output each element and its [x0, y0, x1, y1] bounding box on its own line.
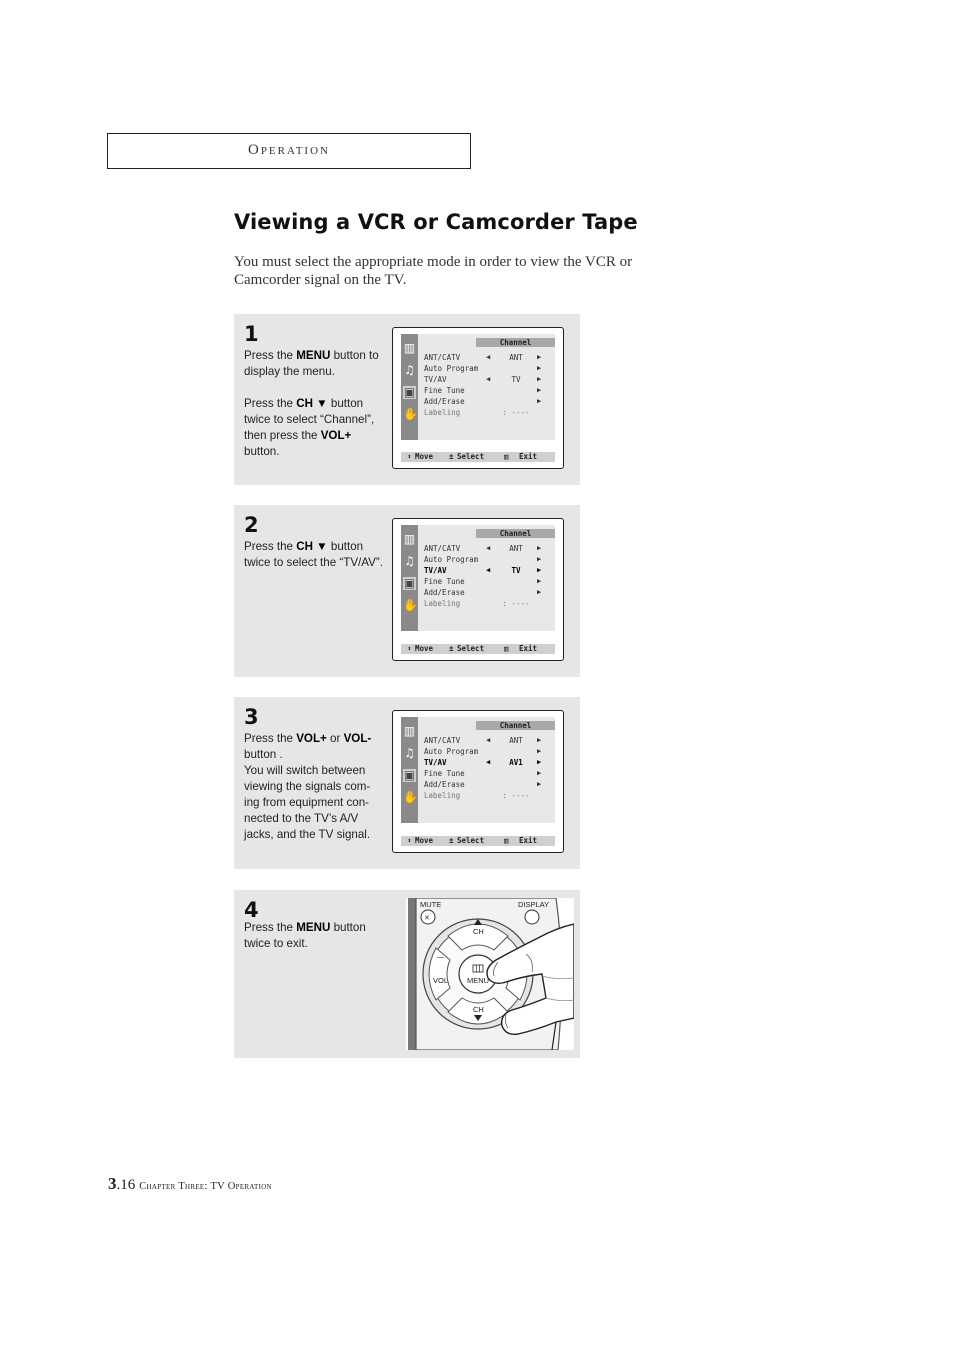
exit-icon: ▥	[504, 644, 509, 653]
ch-down-label: CH	[473, 1005, 484, 1014]
menu-footer	[401, 644, 555, 654]
step-number: 2	[244, 513, 259, 537]
right-arrow-icon: ▶	[537, 364, 542, 372]
left-arrow-icon: ◀	[486, 353, 491, 361]
menu-row-label: ANT/CATV	[424, 544, 461, 553]
right-arrow-icon: ▶	[537, 555, 542, 563]
menu-row-value: ANT	[509, 353, 523, 362]
vol-label: VOL	[433, 976, 449, 985]
menu-icon-bar	[401, 334, 418, 440]
move-label: Move	[415, 644, 434, 653]
menu-row-label: Auto Program	[424, 364, 479, 373]
menu-title: Channel	[476, 529, 555, 538]
exit-icon: ▥	[504, 836, 509, 845]
display-label: DISPLAY	[518, 900, 550, 909]
menu-row	[424, 587, 552, 598]
remote-body-edge	[408, 898, 416, 1050]
menu-row-label: Labeling	[424, 408, 461, 417]
right-arrow-icon: ▶	[537, 544, 542, 552]
channel-icon: ▣	[403, 385, 416, 399]
menu-row	[424, 396, 552, 407]
menu-row-value: : ----	[502, 791, 530, 800]
sound-icon: ♫	[404, 746, 415, 760]
menu-row-label: Add/Erase	[424, 397, 465, 406]
menu-panel	[401, 525, 555, 631]
step-number: 4	[244, 898, 259, 922]
step-4-text: Press the MENU button twice to exit.	[244, 921, 366, 950]
menu-row	[424, 598, 552, 609]
left-arrow-icon: ◀	[486, 566, 491, 574]
menu-row	[424, 757, 552, 768]
menu-row	[424, 352, 552, 363]
move-label: Move	[415, 452, 434, 461]
menu-title: Channel	[476, 338, 555, 347]
menu-row-label: ANT/CATV	[424, 353, 461, 362]
right-arrow-icon: ▶	[537, 577, 542, 585]
step-3-panel	[234, 697, 580, 869]
display-button[interactable]	[525, 910, 539, 924]
right-arrow-icon: ▶	[537, 386, 542, 394]
menu-row	[424, 790, 552, 801]
setup-icon: ✋	[403, 790, 418, 804]
step-1-panel	[234, 314, 580, 485]
intro-paragraph: You must select the appropriate mode in order to view the VCR or Camcorder signal on the TV.	[234, 254, 633, 288]
menu-row-label: TV/AV	[424, 566, 447, 575]
vol-minus-label: —	[437, 954, 444, 961]
menu-row	[424, 374, 552, 385]
page-number: .16	[116, 1177, 136, 1193]
page-title: Viewing a VCR or Camcorder Tape	[234, 210, 638, 234]
menu-row	[424, 576, 552, 587]
setup-icon: ✋	[403, 598, 418, 612]
select-icon: ±	[449, 836, 454, 845]
ch-up-label: CH	[473, 927, 484, 936]
remote-svg	[406, 898, 574, 1050]
left-arrow-icon: ◀	[486, 736, 491, 744]
menu-row-value: : ----	[502, 599, 530, 608]
menu-row	[424, 768, 552, 779]
step-number: 3	[244, 705, 259, 729]
right-arrow-icon: ▶	[537, 758, 542, 766]
chapter-title: Chapter Three: TV Operation	[139, 1181, 272, 1192]
left-arrow-icon: ◀	[486, 758, 491, 766]
mute-icon: ✕	[424, 914, 430, 922]
section-header-box	[107, 133, 471, 169]
picture-icon: ▥	[403, 532, 416, 546]
tv-menu-screen	[392, 518, 564, 661]
step-1-text: Press the MENU button to display the menu. Press the CH ▼ button twice to select “Channel”, then press the VOL+ button.	[244, 349, 379, 458]
menu-row-value: ANT	[509, 544, 523, 553]
mute-label: MUTE	[420, 900, 442, 909]
move-label: Move	[415, 836, 434, 845]
menu-row-label: TV/AV	[424, 375, 447, 384]
menu-row	[424, 779, 552, 790]
setup-icon: ✋	[403, 407, 418, 421]
page-chapter-number: 3	[108, 1174, 117, 1193]
right-arrow-icon: ▶	[537, 747, 542, 755]
step-3-text: Press the VOL+ or VOL- button . You will switch between viewing the signals com- ing from equipment con- nected to the TV’s A/V jacks, and the TV signal.	[244, 732, 372, 841]
menu-row	[424, 407, 552, 418]
step-number: 1	[244, 322, 259, 346]
menu-panel	[401, 334, 555, 440]
right-arrow-icon: ▶	[537, 566, 542, 574]
menu-icon-bar	[401, 717, 418, 823]
exit-icon: ▥	[504, 452, 509, 461]
channel-icon: ▣	[403, 768, 416, 782]
menu-icon-bar	[401, 525, 418, 631]
step-2-panel	[234, 505, 580, 677]
sound-icon: ♫	[404, 554, 415, 568]
right-arrow-icon: ▶	[537, 588, 542, 596]
step-4-panel	[234, 890, 580, 1058]
channel-icon: ▣	[403, 576, 416, 590]
left-arrow-icon: ◀	[486, 544, 491, 552]
menu-row-value: TV	[511, 566, 521, 575]
menu-row-label: TV/AV	[424, 758, 447, 767]
select-label: Select	[457, 644, 485, 653]
exit-label: Exit	[519, 836, 538, 845]
select-icon: ±	[449, 644, 454, 653]
menu-row	[424, 385, 552, 396]
right-arrow-icon: ▶	[537, 769, 542, 777]
sound-icon: ♫	[404, 363, 415, 377]
right-arrow-icon: ▶	[537, 397, 542, 405]
step-2-text: Press the CH ▼ button twice to select the “TV/AV”.	[244, 540, 383, 569]
remote-control-illustration	[406, 898, 574, 1050]
select-label: Select	[457, 452, 485, 461]
menu-footer	[401, 452, 555, 462]
select-label: Select	[457, 836, 485, 845]
menu-row-label: Add/Erase	[424, 780, 465, 789]
section-label: Operation	[247, 142, 330, 158]
menu-row	[424, 554, 552, 565]
menu-panel	[401, 717, 555, 823]
picture-icon: ▥	[403, 724, 416, 738]
right-arrow-icon: ▶	[537, 736, 542, 744]
exit-label: Exit	[519, 452, 538, 461]
menu-row-value: : ----	[502, 408, 530, 417]
menu-row-label: Labeling	[424, 599, 461, 608]
menu-row	[424, 363, 552, 374]
menu-row	[424, 735, 552, 746]
move-icon: ⬍	[407, 836, 412, 845]
menu-row-value: ANT	[509, 736, 523, 745]
menu-row-label: Fine Tune	[424, 769, 465, 778]
menu-row-value: AV1	[509, 758, 523, 767]
menu-row-label: Auto Program	[424, 747, 479, 756]
tv-menu-screen	[392, 710, 564, 853]
menu-row	[424, 565, 552, 576]
menu-row-label: ANT/CATV	[424, 736, 461, 745]
left-arrow-icon: ◀	[486, 375, 491, 383]
menu-row	[424, 543, 552, 554]
menu-title: Channel	[476, 721, 555, 730]
menu-row-value: TV	[511, 375, 521, 384]
menu-label: MENU	[467, 976, 490, 985]
move-icon: ⬍	[407, 452, 412, 461]
move-icon: ⬍	[407, 644, 412, 653]
menu-row-label: Labeling	[424, 791, 461, 800]
menu-row	[424, 746, 552, 757]
picture-icon: ▥	[403, 341, 416, 355]
menu-row-label: Auto Program	[424, 555, 479, 564]
tv-menu-screen	[392, 327, 564, 469]
menu-row-label: Add/Erase	[424, 588, 465, 597]
right-arrow-icon: ▶	[537, 780, 542, 788]
exit-label: Exit	[519, 644, 538, 653]
right-arrow-icon: ▶	[537, 375, 542, 383]
menu-row-label: Fine Tune	[424, 386, 465, 395]
page-footer	[108, 1174, 272, 1194]
right-arrow-icon: ▶	[537, 353, 542, 361]
menu-row-label: Fine Tune	[424, 577, 465, 586]
menu-footer	[401, 836, 555, 846]
select-icon: ±	[449, 452, 454, 461]
